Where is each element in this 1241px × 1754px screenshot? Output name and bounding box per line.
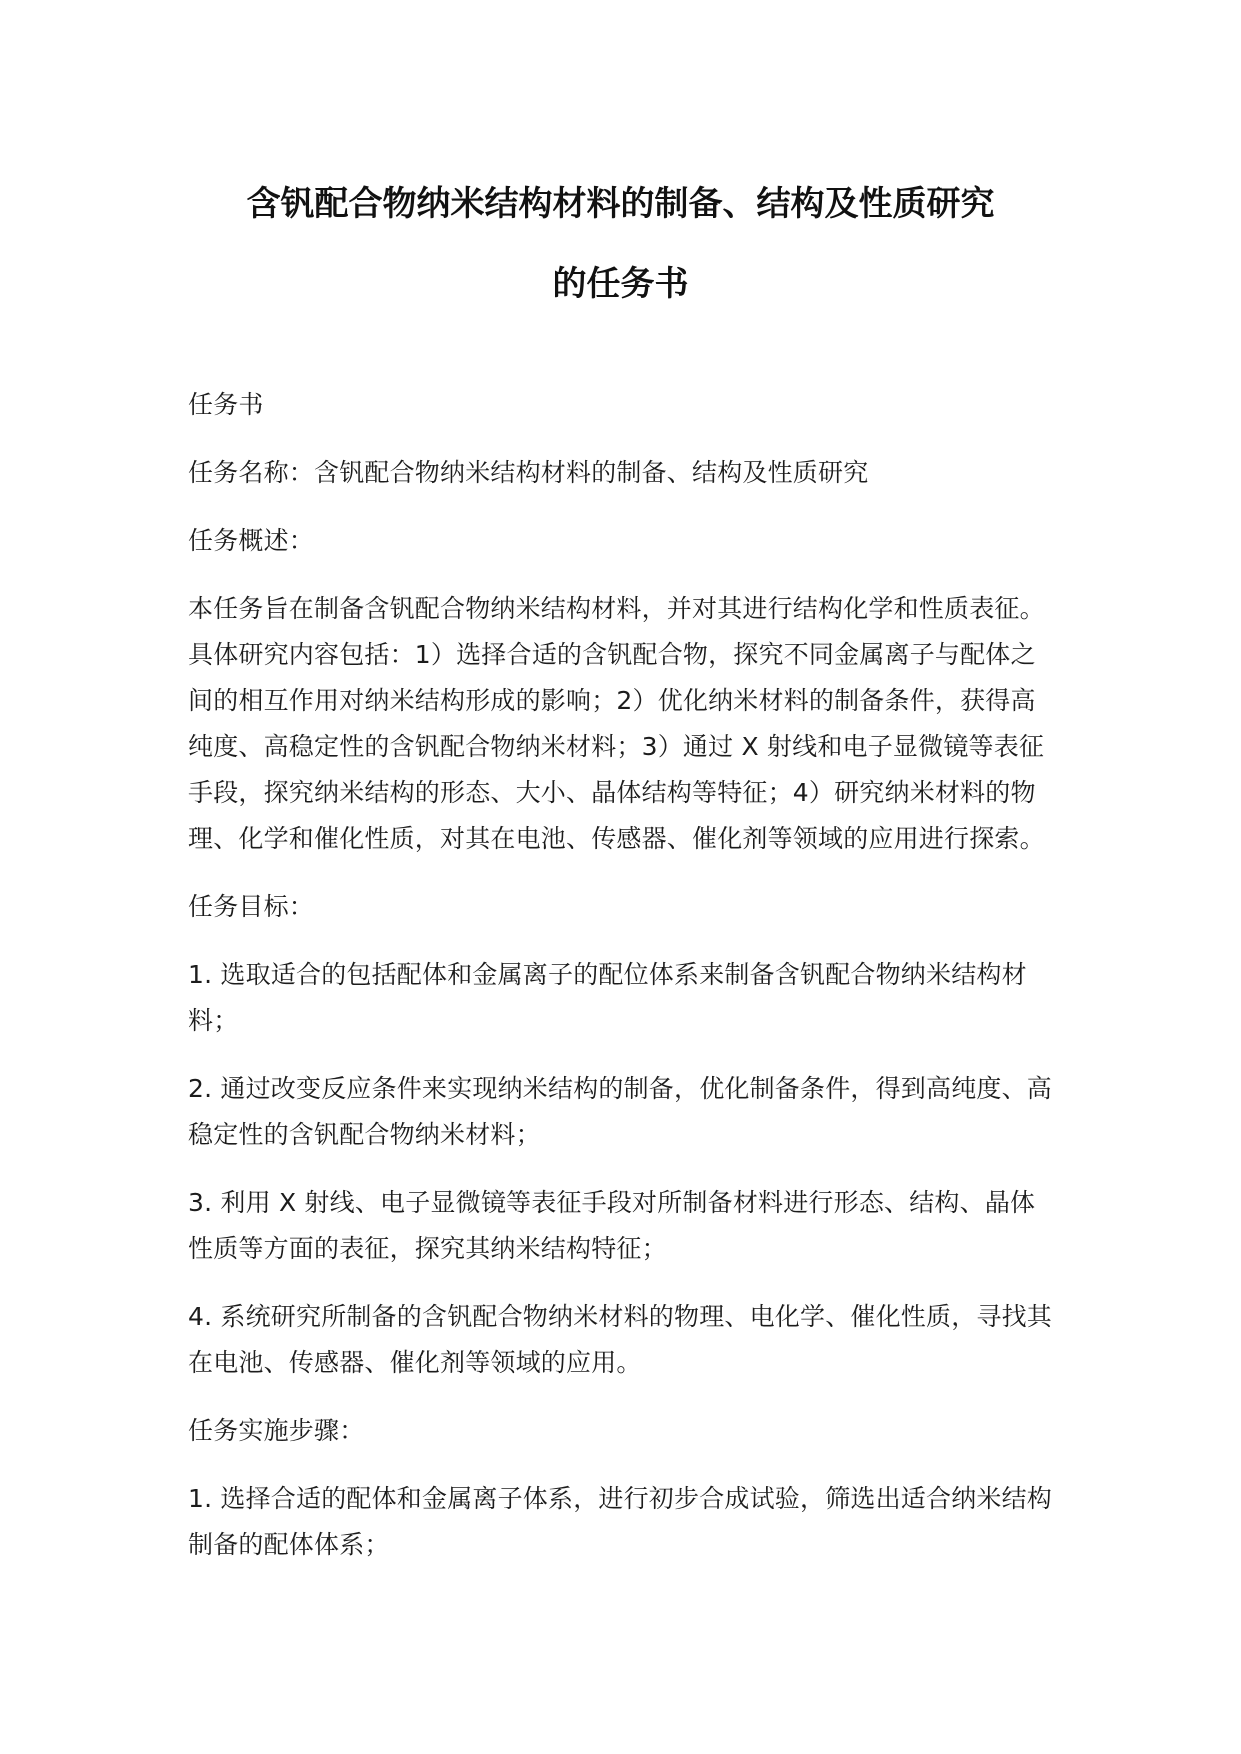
- document-title-line-2: 的任务书: [552, 264, 689, 304]
- step-item-1: 1. 选择合适的配体和金属离子体系，进行初步合成试验，筛选出适合纳米结构制备的配体体系；: [188, 1484, 1053, 1559]
- section-heading-overview: 任务概述：: [188, 526, 315, 555]
- section-heading-goals: 任务目标：: [188, 892, 315, 921]
- goal-item-3: 3. 利用 X 射线、电子显微镜等表征手段对所制备材料进行形态、结构、晶体性质等方面的表征，探究其纳米结构特征；: [188, 1188, 1036, 1263]
- document-title-line-1: 含钒配合物纳米结构材料的制备、结构及性质研究: [246, 184, 995, 224]
- overview-paragraph: 本任务旨在制备含钒配合物纳米结构材料，并对其进行结构化学和性质表征。具体研究内容包括：1）选择合适的含钒配合物，探究不同金属离子与配体之间的相互作用对纳米结构形成的影响；2）优化纳米材料的制备条件，获得高纯度、高稳定性的含钒配合物纳米材料；3）通过 X 射线和电子显微镜等表征手段，探究纳米结构的形态、大小、晶体结构等特征；4）研究纳米材料的物理、化学和催化性质，对其在电池、传感器、催化剂等领域的应用进行探索。: [188, 594, 1045, 853]
- section-heading-task-book: 任务书: [188, 390, 264, 419]
- document-body: [188, 382, 1056, 1590]
- task-name-line: 任务名称：含钒配合物纳米结构材料的制备、结构及性质研究: [188, 458, 869, 487]
- goal-item-2: 2. 通过改变反应条件来实现纳米结构的制备，优化制备条件，得到高纯度、高稳定性的含钒配合物纳米材料；: [188, 1074, 1053, 1149]
- section-heading-steps: 任务实施步骤：: [188, 1416, 365, 1445]
- goal-item-1: 1. 选取适合的包括配体和金属离子的配位体系来制备含钒配合物纳米结构材料；: [188, 960, 1027, 1035]
- goal-item-4: 4. 系统研究所制备的含钒配合物纳米材料的物理、电化学、催化性质，寻找其在电池、传感器、催化剂等领域的应用。: [188, 1302, 1053, 1377]
